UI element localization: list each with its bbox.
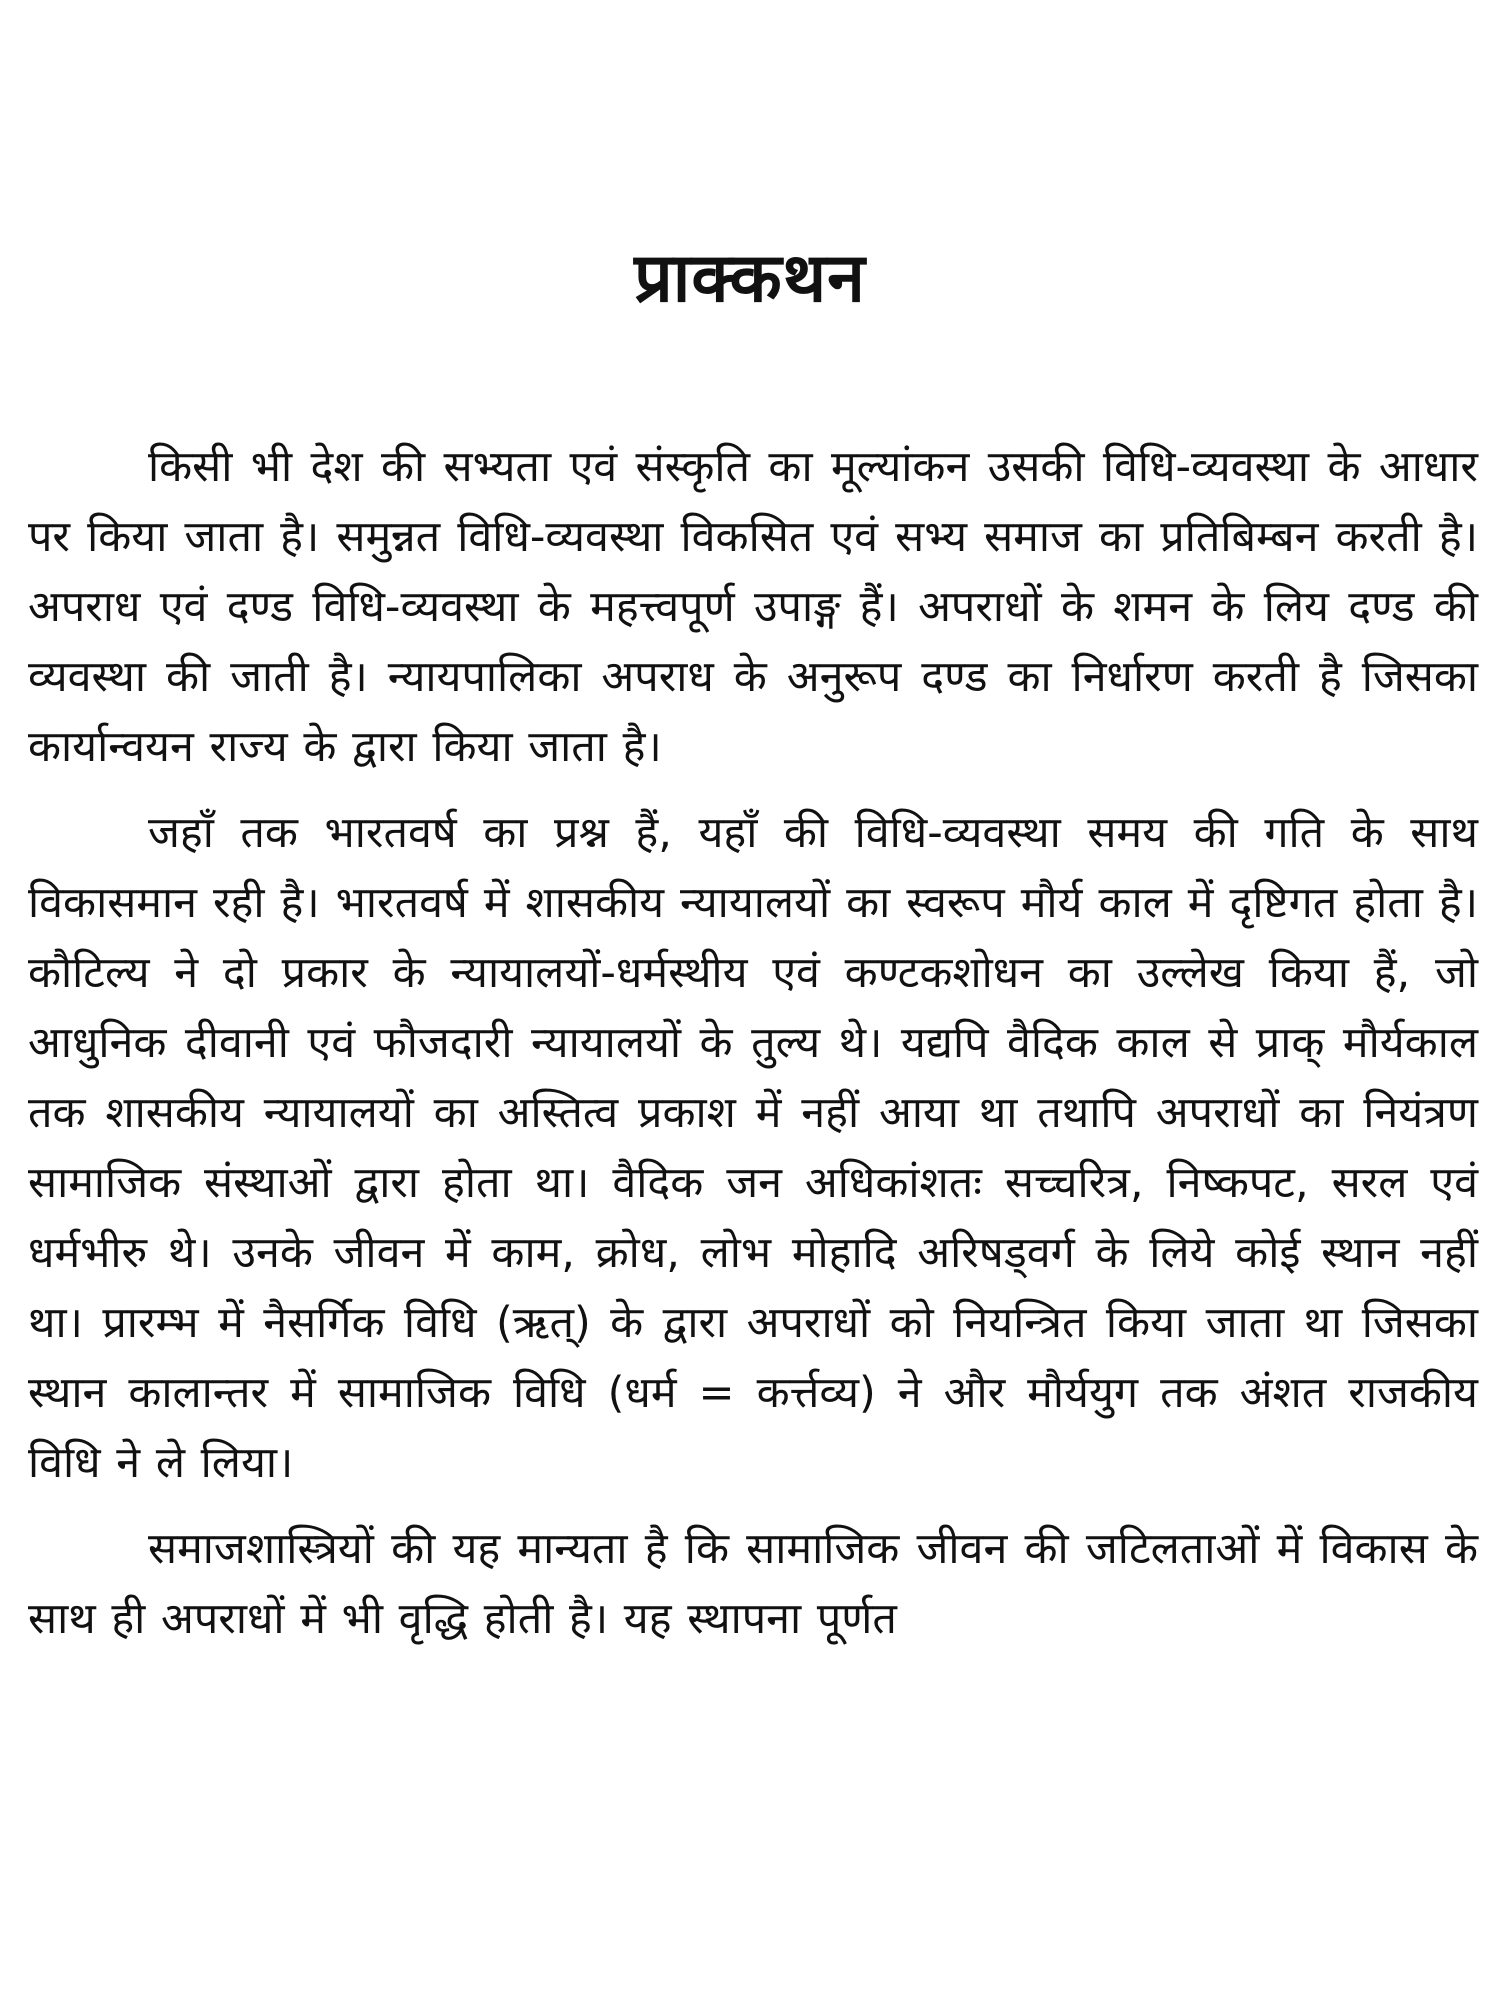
body-text bbox=[28, 432, 1478, 1654]
page-title: प्राक्कथन bbox=[634, 239, 866, 318]
paragraph-1: किसी भी देश की सभ्यता एवं संस्कृति का मूल्यांकन उसकी विधि-व्यवस्था के आधार पर किया जाता है। समुन्नत विधि-व्यवस्था विकसित एवं सभ्य समाज का प्रतिबिम्बन करती है। अपराध एवं दण्ड विधि-व्यवस्था के महत्त्वपूर्ण उपाङ्ग हैं। अपराधों के शमन के लिय दण्ड की व्यवस्था की जाती है। न्यायपालिका अपराध के अनुरूप दण्ड का निर्धारण करती है जिसका कार्यान्वयन राज्य के द्वारा किया जाता है। bbox=[28, 442, 1478, 772]
paragraph-3: समाजशास्त्रियों की यह मान्यता है कि सामाजिक जीवन की जटिलताओं में विकास के साथ ही अपराधों में भी वृद्धि होती है। यह स्थापना पूर्णत bbox=[28, 1524, 1478, 1644]
paragraph-2: जहाँ तक भारतवर्ष का प्रश्न हैं, यहाँ की विधि-व्यवस्था समय की गति के साथ विकासमान रही है। भारतवर्ष में शासकीय न्यायालयों का स्वरूप मौर्य काल में दृष्टिगत होता है। कौटिल्य ने दो प्रकार के न्यायालयों-धर्मस्थीय एवं कण्टकशोधन का उल्लेख किया हैं, जो आधुनिक दीवानी एवं फौजदारी न्यायालयों के तुल्य थे। यद्यपि वैदिक काल से प्राक् मौर्यकाल तक शासकीय न्यायालयों का अस्तित्व प्रकाश में नहीं आया था तथापि अपराधों का नियंत्रण सामाजिक संस्थाओं द्वारा होता था। वैदिक जन अधिकांशतः सच्चरित्र, निष्कपट, सरल एवं धर्मभीरु थे। उनके जीवन में काम, क्रोध, लोभ मोहादि अरिषड्वर्ग के लिये कोई स्थान नहीं था। प्रारम्भ में नैसर्गिक विधि (ऋत्) के द्वारा अपराधों को नियन्त्रित किया जाता था जिसका स्थान कालान्तर में सामाजिक विधि (धर्म = कर्त्तव्य) ने और मौर्ययुग तक अंशत राजकीय विधि ने ले लिया। bbox=[28, 808, 1478, 1488]
